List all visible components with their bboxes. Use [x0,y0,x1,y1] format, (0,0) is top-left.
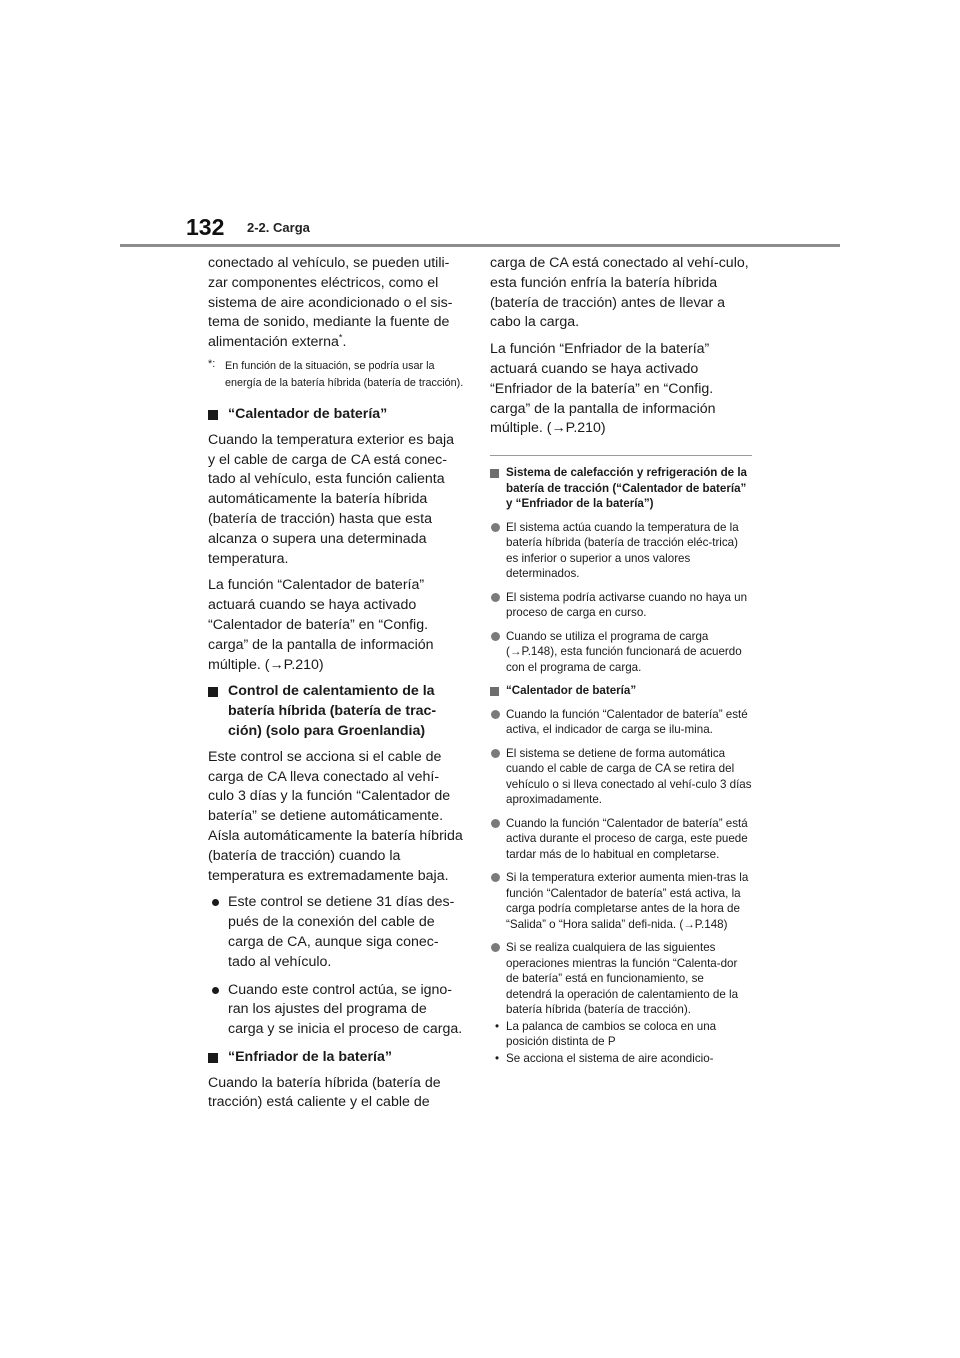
heading-text: Sistema de calefacción y refrigeración de la batería de tracción (“Calentador de batería” y “Enfriador de la batería”) [506,466,748,511]
circle-bullet-icon [491,943,500,952]
paragraph: carga de CA está conectado al vehí-culo, esta función enfría la batería híbrida (batería de tracción) antes de llevar a cabo la carga. [490,255,749,331]
heading-text: “Calentador de batería” [228,405,388,422]
section-divider [490,455,752,456]
info-item [490,940,752,1066]
info-item [490,520,752,582]
dot-bullet-icon [212,987,219,994]
list-item [208,893,464,972]
paragraph: La función “Calentador de batería” actuará cuando se haya activado “Calentador de batería” en “Config. carga” de la pantalla de información múltiple. (→P.210) [208,577,434,673]
info-item-text: Si se realiza cualquiera de las siguientes operaciones mientras la función “Calenta-dor de batería” está en funcionamiento, se detendrá la operación de calentamiento de la batería híbrida (batería de tracción). [506,941,739,1017]
circle-bullet-icon [491,593,500,602]
info-item [490,707,752,738]
list-item [208,981,464,1040]
sub-list-item [494,1019,752,1050]
sub-list-item [494,1051,752,1067]
heading-text: “Calentador de batería” [506,684,637,698]
right-column [490,254,752,1074]
list-item-text: Cuando este control actúa, se igno-ran los ajustes del programa de carga y se inicia el proceso de carga. [228,981,463,1038]
paragraph-end: . [342,334,347,351]
info-item [490,816,752,863]
circle-bullet-icon [491,819,500,828]
info-item-text: Cuando se utiliza el programa de carga (→P.148), esta función funcionará de acuerdo con el programa de carga. [506,629,742,674]
square-bullet-icon [208,410,218,420]
info-item [490,629,752,676]
square-bullet-icon [490,687,499,696]
small-bullet-icon: • [495,1051,500,1065]
section-heading [208,1048,464,1068]
square-bullet-icon [490,469,499,478]
footnote [208,358,464,393]
circle-bullet-icon [491,632,500,641]
footnote-reference: * [338,332,343,343]
info-item [490,590,752,621]
info-heading [490,465,752,512]
footnote-mark: *: [208,357,216,370]
dot-bullet-icon [212,899,219,906]
circle-bullet-icon [491,710,500,719]
square-bullet-icon [208,1053,218,1063]
heading-text: Control de calentamiento de la batería híbrida (batería de trac-ción) (solo para Groenlandia) [228,683,437,739]
list-item-text: Este control se detiene 31 días des-pués de la conexión del cable de carga de CA, aunque siga conec-tado al vehículo. [228,894,455,970]
small-bullet-icon: • [495,1019,500,1033]
paragraph: Cuando la batería híbrida (batería de tracción) está caliente y el cable de [208,1074,441,1111]
sub-list-item-text: Se acciona el sistema de aire acondicio- [506,1051,714,1065]
info-item [490,746,752,808]
circle-bullet-icon [491,523,500,532]
paragraph: Este control se acciona si el cable de carga de CA lleva conectado al vehí-culo 3 días y la función “Calentador de batería” se detiene automáticamente. Aísla automáticamente la batería híbrida (batería de tracción) cuando la temperatura es extremadamente baja. [208,748,463,884]
section-heading [208,405,464,425]
left-column [208,254,464,1120]
paragraph [208,254,464,353]
page-number: 132 [186,214,225,240]
circle-bullet-icon [491,749,500,758]
paragraph: La función “Enfriador de la batería” actuará cuando se haya activado “Enfriador de la batería” en “Config. carga” de la pantalla de información múltiple. (→P.210) [490,341,716,437]
paragraph: Cuando la temperatura exterior es baja y el cable de carga de CA está conec-tado al vehículo, esta función calienta automáticamente la batería híbrida (batería de tracción) hasta que esta alcanza o supera una determinada temperatura. [208,431,455,567]
square-bullet-icon [208,687,218,697]
sub-list-item-text: La palanca de cambios se coloca en una posición distinta de P [506,1019,717,1049]
footnote-text: En función de la situación, se podría usar la energía de la batería híbrida (batería de tracción). [225,359,464,390]
info-item-text: Cuando la función “Calentador de batería” está activa durante el proceso de carga, este puede tardar más de lo habitual en completarse. [506,816,748,861]
paragraph-text: conectado al vehículo, se pueden utili-zar componentes eléctricos, como el sistema de aire acondicionado o el sis-tema de sonido, mediante la fuente de alimentación externa [208,255,453,351]
info-item [490,870,752,932]
info-item-text: El sistema actúa cuando la temperatura de la batería híbrida (batería de tracción eléc-trica) es inferior o superior a unos valores determinados. [506,520,739,581]
section-title: 2-2. Carga [247,220,310,235]
section-heading [208,682,464,741]
heading-text: “Enfriador de la batería” [228,1048,392,1065]
info-heading [490,683,752,699]
info-item-text: Si la temperatura exterior aumenta mien-tras la función “Calentador de batería” está activa, la carga podría completarse antes de la hora de “Salida” o “Hora salida” defi-nida. (→P.148) [506,871,749,931]
info-item-text: El sistema se detiene de forma automática cuando el cable de carga de CA se retira del vehículo o si lleva conectado al vehí-culo 3 días aproximadamente. [506,746,752,807]
info-item-text: Cuando la función “Calentador de batería” esté activa, el indicador de carga se ilu-mina. [506,707,748,737]
circle-bullet-icon [491,873,500,882]
info-item-text: El sistema podría activarse cuando no haya un proceso de carga en curso. [506,590,748,620]
header-rule [120,244,840,247]
